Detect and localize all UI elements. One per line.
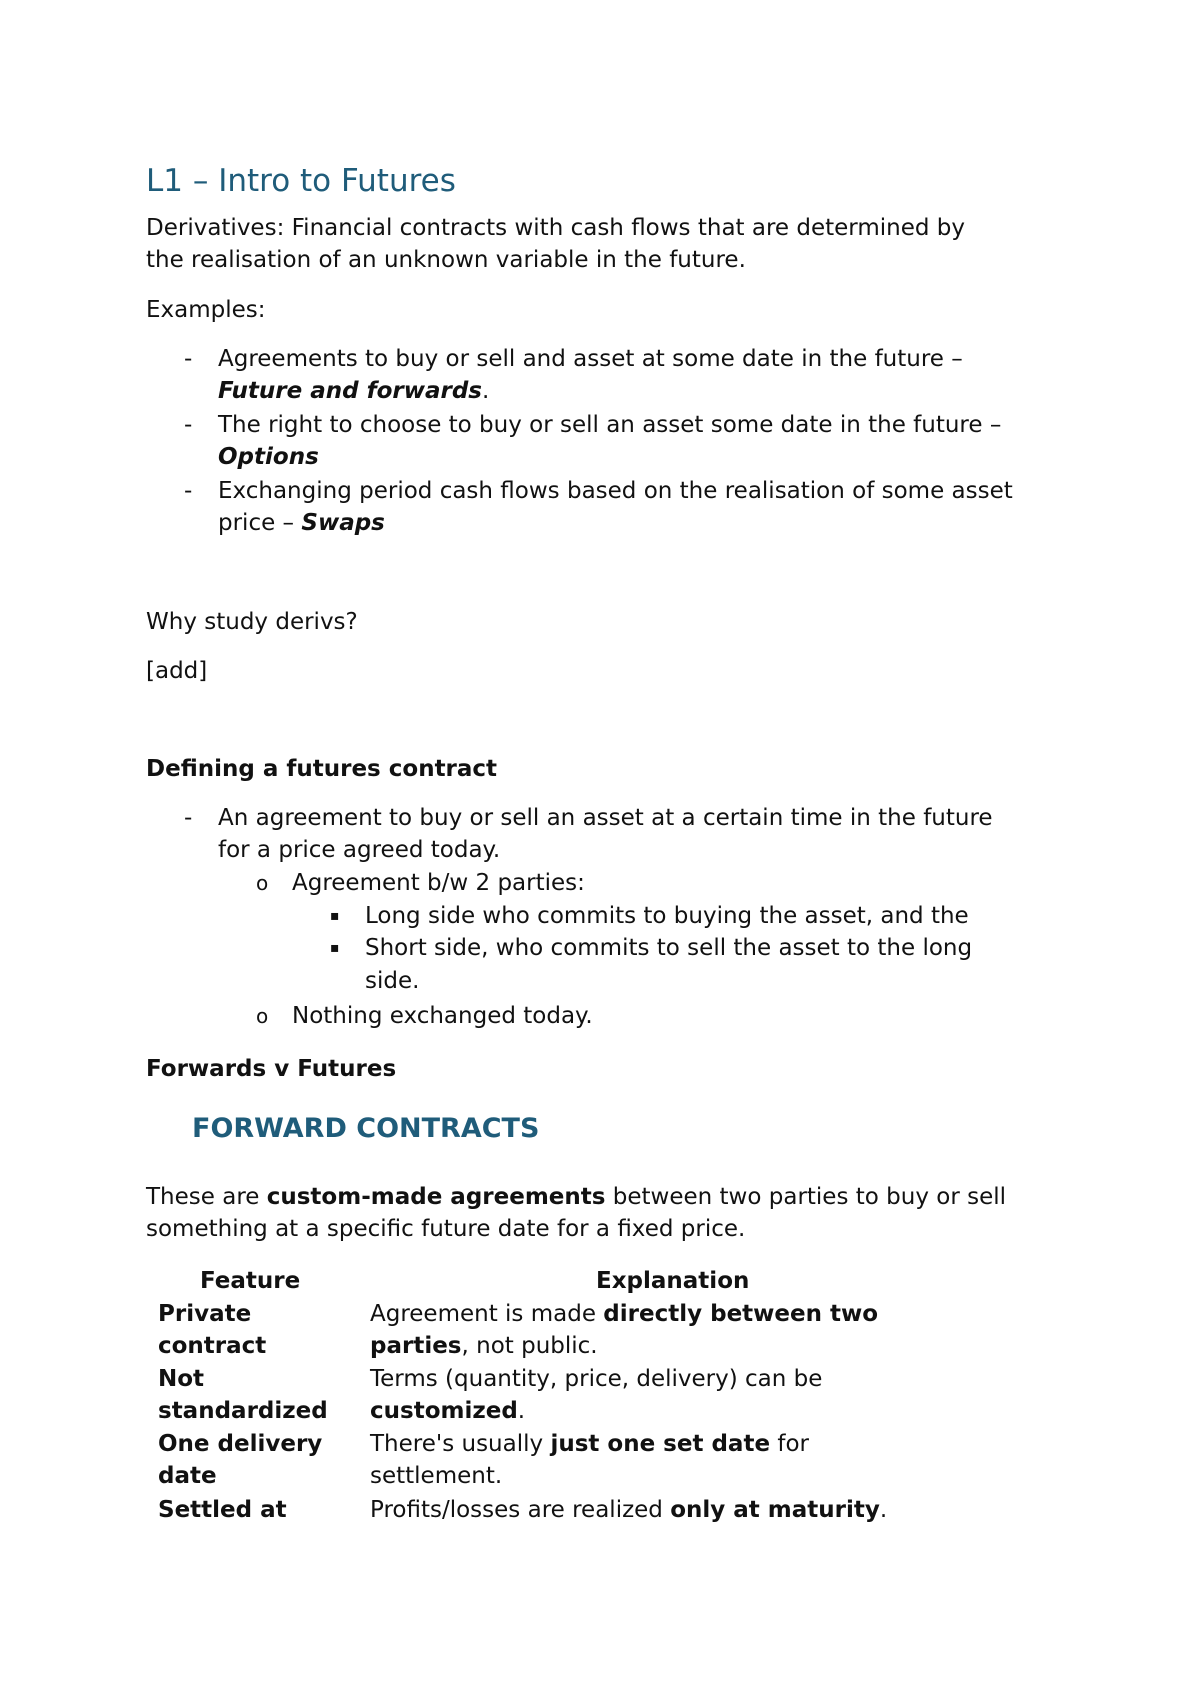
expl-bold: just one set date (550, 1431, 771, 1457)
defining-bullet-line-2: for a price agreed today. (218, 837, 501, 863)
long-side-item: Long side who commits to buying the asset, and the (365, 903, 969, 929)
forward-para-line-2: something at a specific future date for a fixed price. (146, 1216, 746, 1242)
table-header-explanation: Explanation (596, 1268, 750, 1294)
para-bold: custom-made agreements (266, 1184, 606, 1210)
expl-text: , not public. (461, 1333, 598, 1359)
para-before: These are (146, 1184, 267, 1210)
bullet-marker: - (184, 478, 193, 504)
intro-line-1: Derivatives: Financial contracts with cash flows that are determined by (146, 215, 965, 241)
example-2-line-1: The right to choose to buy or sell an asset some date in the future – (218, 412, 1002, 438)
expl-bold: customized (370, 1398, 518, 1424)
forwards-v-futures-heading: Forwards v Futures (146, 1056, 397, 1082)
table-explanation-cell: Terms (quantity, price, delivery) can be (370, 1366, 823, 1392)
table-feature-cell: Private (158, 1301, 252, 1327)
example-1-line-1: Agreements to buy or sell and asset at some date in the future – (218, 346, 963, 372)
short-side-line-1: Short side, who commits to sell the asset to the long (365, 935, 973, 961)
example-3-line-1: Exchanging period cash flows based on the realisation of some asset (218, 478, 1013, 504)
examples-label: Examples: (146, 297, 266, 323)
table-feature-cell: One delivery (158, 1431, 323, 1457)
expl-bold: directly between two (603, 1301, 879, 1327)
expl-bold: only at maturity (670, 1497, 880, 1523)
example-3-prefix: price – (218, 510, 302, 536)
square-bullet-marker: ▪ (330, 940, 340, 956)
bullet-marker: - (184, 805, 193, 831)
expl-text: . (517, 1398, 526, 1424)
sub-item-agreement: Agreement b/w 2 parties: (292, 870, 585, 896)
intro-line-2: the realisation of an unknown variable in the future. (146, 247, 746, 273)
defining-heading: Defining a futures contract (146, 756, 498, 782)
expl-text: . (879, 1497, 888, 1523)
table-feature-cell: contract (158, 1333, 267, 1359)
table-explanation-cell (370, 1298, 878, 1330)
table-explanation-cell (370, 1395, 525, 1427)
expl-text: Agreement is made (370, 1301, 604, 1327)
defining-bullet-line-1: An agreement to buy or sell an asset at a certain time in the future (218, 805, 993, 831)
example-2-emphasis: Options (218, 444, 319, 470)
expl-text: for (770, 1431, 809, 1457)
example-1-emphasis: Future and forwards (218, 378, 482, 404)
sub-bullet-marker: o (256, 1004, 269, 1028)
table-explanation-cell (370, 1428, 809, 1460)
expl-text: There's usually (370, 1431, 551, 1457)
sub-bullet-marker: o (256, 871, 269, 895)
expl-text: Profits/losses are realized (370, 1497, 671, 1523)
short-side-line-2: side. (365, 968, 420, 994)
sub-item-nothing-exchanged: Nothing exchanged today. (292, 1003, 593, 1029)
example-1-after: . (481, 378, 490, 404)
table-explanation-cell (370, 1330, 598, 1362)
example-3-line-2 (218, 507, 385, 539)
table-feature-cell: Not (158, 1366, 205, 1392)
table-explanation-cell: settlement. (370, 1463, 503, 1489)
example-1-line-2 (218, 375, 489, 407)
table-feature-cell: date (158, 1463, 217, 1489)
expl-bold: parties (370, 1333, 462, 1359)
table-feature-cell: Settled at (158, 1497, 287, 1523)
table-header-feature: Feature (200, 1268, 301, 1294)
why-study-question: Why study derivs? (146, 609, 358, 635)
para-after: between two parties to buy or sell (605, 1184, 1006, 1210)
table-feature-cell: standardized (158, 1398, 328, 1424)
bullet-marker: - (184, 346, 193, 372)
example-2-line-2 (218, 441, 319, 473)
square-bullet-marker: ▪ (330, 908, 340, 924)
page-title: L1 – Intro to Futures (146, 163, 456, 199)
bullet-marker: - (184, 412, 193, 438)
example-3-emphasis: Swaps (301, 510, 385, 536)
table-explanation-cell (370, 1494, 887, 1526)
add-placeholder: [add] (146, 658, 208, 684)
forward-contracts-heading: FORWARD CONTRACTS (192, 1113, 540, 1144)
forward-para-line-1 (146, 1181, 1006, 1213)
